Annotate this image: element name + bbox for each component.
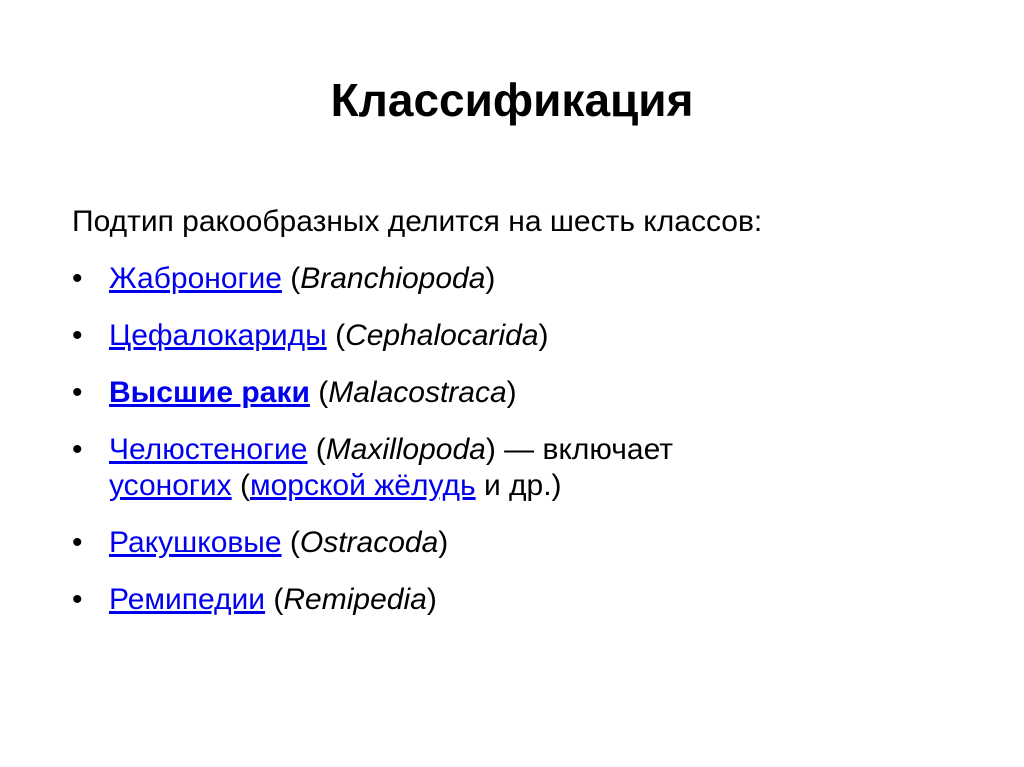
- bullet-icon: •: [72, 262, 83, 295]
- paren-open: (: [326, 319, 346, 352]
- paren-open: (: [265, 583, 284, 616]
- bullet-icon: •: [72, 319, 83, 352]
- bullet-icon: •: [72, 526, 83, 559]
- includes-text: ) — включает: [485, 433, 673, 466]
- link-remipedii[interactable]: Ремипедии: [109, 583, 266, 616]
- list-item-ostracoda: [72, 525, 972, 561]
- paren-close: ): [426, 583, 437, 616]
- latin-name: Cephalocarida: [345, 319, 539, 352]
- link-tsefalokaridy[interactable]: Цефалокариды: [109, 319, 327, 352]
- latin-name: Malacostraca: [328, 376, 507, 409]
- bullet-icon: •: [72, 583, 83, 616]
- list-item-remipedia: [72, 582, 972, 618]
- link-morskoy-zholud[interactable]: морской жёлудь: [249, 469, 476, 502]
- link-chelyustenogie[interactable]: Челюстеногие: [109, 433, 308, 466]
- bullet-icon: •: [72, 433, 83, 466]
- paren-close: ): [438, 526, 449, 559]
- list-item-malacostraca: [72, 375, 972, 411]
- list-item-cephalocarida: [72, 318, 972, 354]
- latin-name: Branchiopoda: [300, 262, 486, 295]
- class-list: [72, 261, 972, 618]
- link-zhabronogie[interactable]: Жаброногие: [109, 262, 282, 295]
- bullet-icon: •: [72, 376, 83, 409]
- link-vysshie-raki[interactable]: Высшие раки: [109, 376, 310, 409]
- paren-close: ): [506, 376, 517, 409]
- link-usonogikh[interactable]: усоногих: [109, 469, 232, 502]
- latin-name: Maxillopoda: [325, 433, 486, 466]
- paren-close: ): [538, 319, 549, 352]
- latin-name: Ostracoda: [299, 526, 439, 559]
- slide-title: Классификация: [330, 74, 694, 126]
- etc-text: и др.): [475, 469, 562, 502]
- latin-name: Remipedia: [283, 583, 427, 616]
- list-item-branchiopoda: [72, 261, 972, 297]
- paren-open: (: [309, 376, 329, 409]
- paren-open: (: [281, 262, 301, 295]
- intro-text: Подтип ракообразных делится на шесть классов:: [72, 205, 763, 238]
- paren-open: (: [307, 433, 326, 466]
- paren-open: (: [281, 526, 300, 559]
- slide-body: [72, 204, 972, 639]
- link-rakushkovye[interactable]: Ракушковые: [109, 526, 282, 559]
- paren-open: (: [231, 469, 250, 502]
- list-item-maxillopoda: [72, 432, 972, 504]
- paren-close: ): [485, 262, 496, 295]
